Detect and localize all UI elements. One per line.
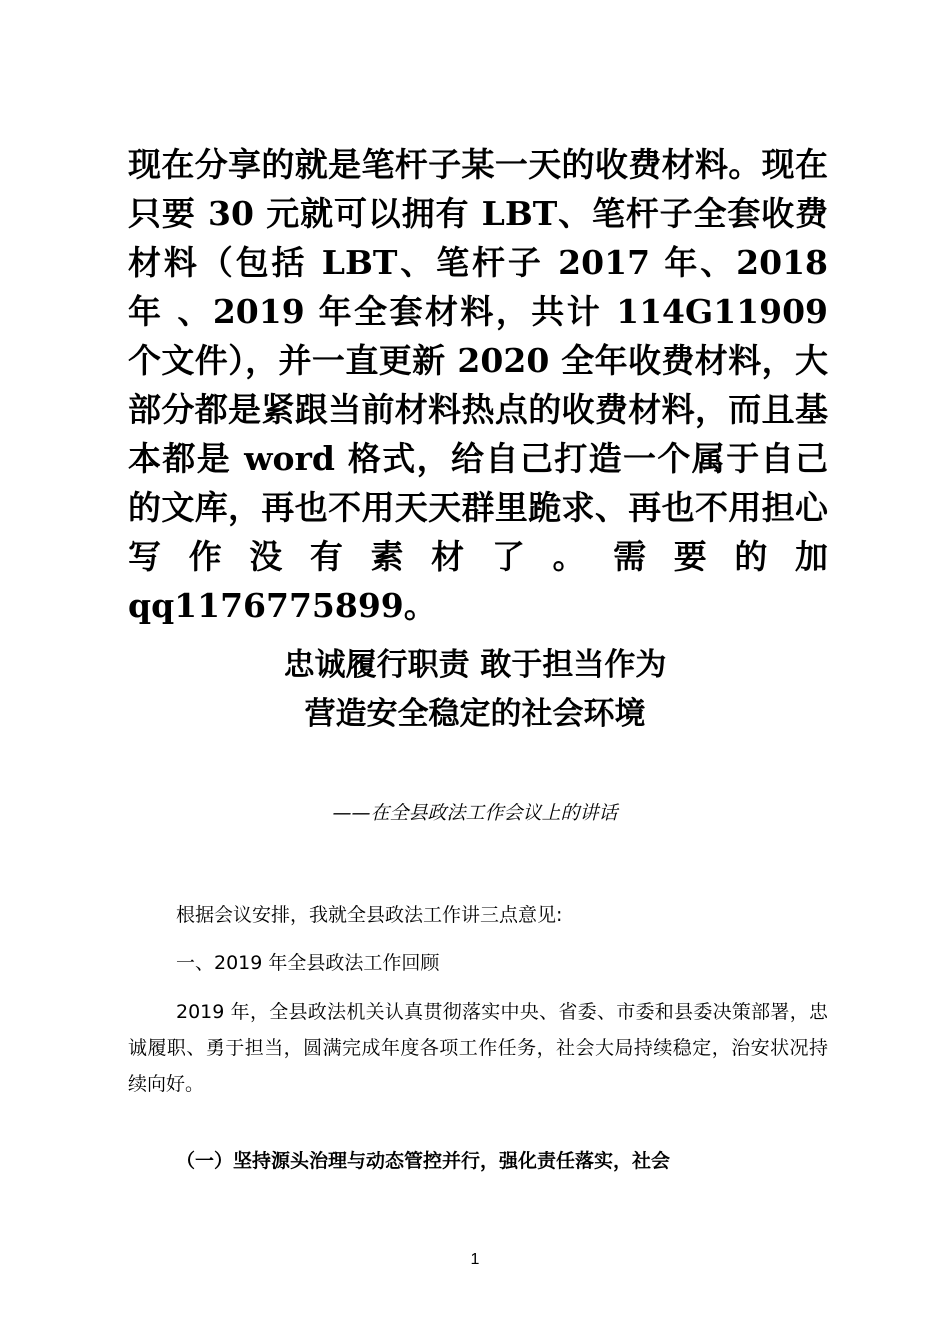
- page-number: 1: [470, 1251, 480, 1268]
- document-title-line-1: 忠诚履行职责 敢于担当作为: [283, 647, 667, 683]
- document-title-line-2: 营造安全稳定的社会环境: [304, 696, 646, 732]
- section-heading-1: 一、2019 年全县政法工作回顾: [176, 952, 440, 974]
- promo-paragraph: 现在分享的就是笔杆子某一天的收费材料。现在只要 30 元就可以拥有 LBT、笔杆子全套收费材料（包括 LBT、笔杆子 2017 年、2018 年 、2019 年全套材料，共计 114G11909 个文件），并一直更新 2020 全年收费材料，大部分都是紧跟当前材料热点的收费材料，而且基本都是 word 格式，给自己打造一个属于自己的文库，再也不用天天群里跪求、再也不用担心写作没有素材了。需要的加 qq1176775899。: [128, 145, 828, 625]
- body-paragraph-1: 2019 年，全县政法机关认真贯彻落实中央、省委、市委和县委决策部署，忠诚履职、勇于担当，圆满完成年度各项工作任务，社会大局持续稳定，治安状况持续向好。: [128, 1001, 828, 1095]
- document-subtitle: ——在全县政法工作会议上的讲话: [332, 802, 618, 824]
- sub-heading-1: （一）坚持源头治理与动态管控并行，强化责任落实，社会: [176, 1150, 671, 1172]
- intro-paragraph: 根据会议安排，我就全县政法工作讲三点意见:: [176, 904, 563, 926]
